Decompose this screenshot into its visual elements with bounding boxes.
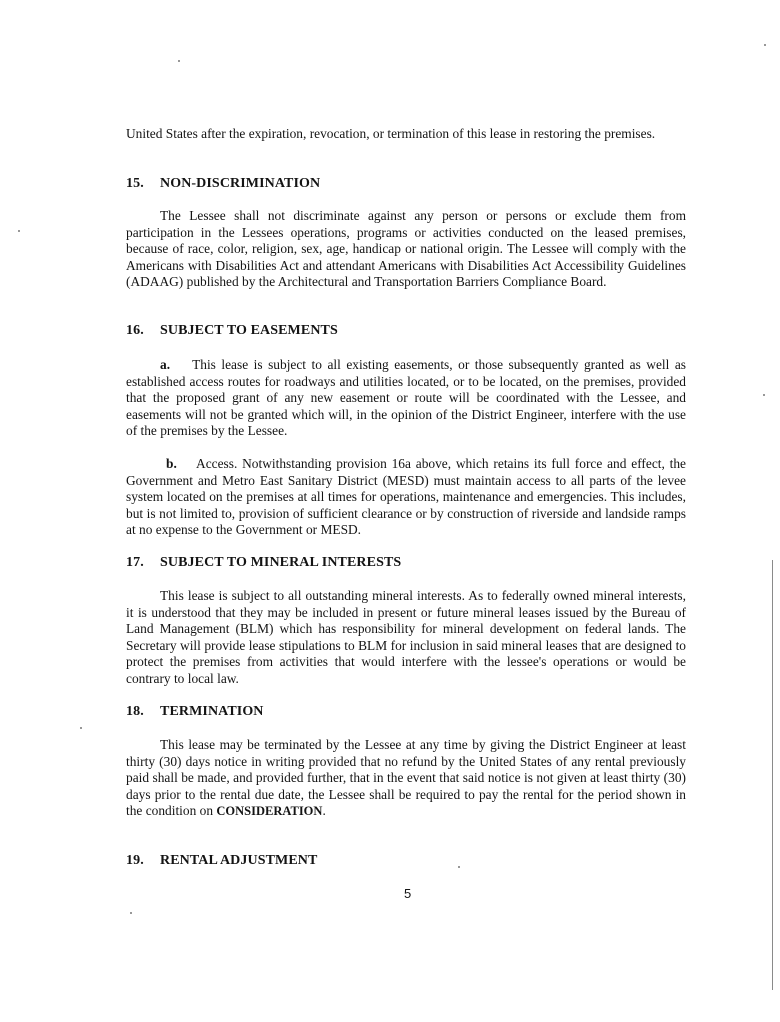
scan-speck xyxy=(458,866,460,868)
subsection-text: This lease is subject to all existing easements, or those subsequently granted as well as established access routes for roadways and utilities located, or to be located, on the premises, provided that the proposed grant of any new easement or route will be coordinated with the Lessee, and easements will not be granted which will, in the opinion of the District Engineer, interfere with the use of the premises by the Lessee. xyxy=(126,357,687,438)
section-18-paragraph: This lease may be terminated by the Lessee at any time by giving the District Engineer at least thirty (30) days notice in writing provided that no refund by the United States of any rental previously paid shall be made, and provided further, that in the event that said notice is not given at least thirty (30) days prior to the rental due date, the Lessee shall be required to pay the rental for the period shown in the condition on xyxy=(126,737,686,818)
page-number: 5 xyxy=(404,886,412,901)
scan-speck xyxy=(130,912,132,914)
consideration-reference: CONSIDERATION xyxy=(216,804,323,818)
section-number: 15. xyxy=(126,176,144,191)
section-17-body xyxy=(126,588,686,687)
subsection-label: a. xyxy=(160,357,171,372)
subsection-text: Access. Notwithstanding provision 16a above, which retains its full force and effect, the Government and Metro East Sanitary District (MESD) must maintain access to all parts of the levee system located on the premises at all times for operations, maintenance and emergencies. This includes, but is not limited to, provision of sufficient clearance or by construction of riverside and landside ramps at no expense to the Government or MESD. xyxy=(126,456,686,537)
subsection-label: b. xyxy=(166,456,177,471)
section-title: SUBJECT TO EASEMENTS xyxy=(160,323,338,338)
section-title: SUBJECT TO MINERAL INTERESTS xyxy=(160,555,402,570)
scan-speck xyxy=(763,394,765,396)
continuation-text: United States after the expiration, revocation, or termination of this lease in restoring the premises. xyxy=(126,126,656,141)
section-number: 18. xyxy=(126,704,144,719)
scan-speck xyxy=(80,727,82,729)
scan-speck xyxy=(764,44,766,46)
scan-speck xyxy=(178,60,180,62)
section-title: RENTAL ADJUSTMENT xyxy=(160,853,318,868)
section-16b xyxy=(126,456,686,539)
continuation-paragraph xyxy=(126,126,686,143)
scan-speck xyxy=(18,230,20,232)
section-number: 16. xyxy=(126,323,144,338)
section-19-heading xyxy=(126,853,317,869)
section-15-paragraph: The Lessee shall not discriminate against any person or persons or exclude them from participation in the Lessees operations, programs or activities conducted on the leased premises, because of race, color, religion, sex, age, handicap or national origin. The Lessee will comply with the Americans with Disabilities Act and attendant Americans with Disabilities Act Accessibility Guidelines (ADAAG) published by the Architectural and Transportation Barriers Compliance Board. xyxy=(126,208,686,289)
section-16-heading xyxy=(126,323,338,339)
section-15-heading xyxy=(126,176,320,192)
scan-margin-line xyxy=(772,560,773,990)
section-18-heading xyxy=(126,704,264,720)
section-number: 19. xyxy=(126,853,144,868)
section-title: TERMINATION xyxy=(160,704,264,719)
section-17-paragraph: This lease is subject to all outstanding mineral interests. As to federally owned mineral interests, it is understood that they may be included in present or future mineral leases issued by the Bureau of Land Management (BLM) which has responsibility for mineral development on federal lands. The Secretary will provide lease stipulations to BLM for inclusion in said mineral leases that are designed to protect the premises from activities that would interfere with the lessee's operations or would be contrary to local law. xyxy=(126,588,686,686)
section-title: NON-DISCRIMINATION xyxy=(160,176,321,191)
section-17-heading xyxy=(126,555,401,571)
sentence-end: . xyxy=(322,803,326,818)
section-number: 17. xyxy=(126,555,144,570)
section-18-body xyxy=(126,737,686,820)
section-15-body xyxy=(126,208,686,291)
section-16a xyxy=(126,357,686,440)
